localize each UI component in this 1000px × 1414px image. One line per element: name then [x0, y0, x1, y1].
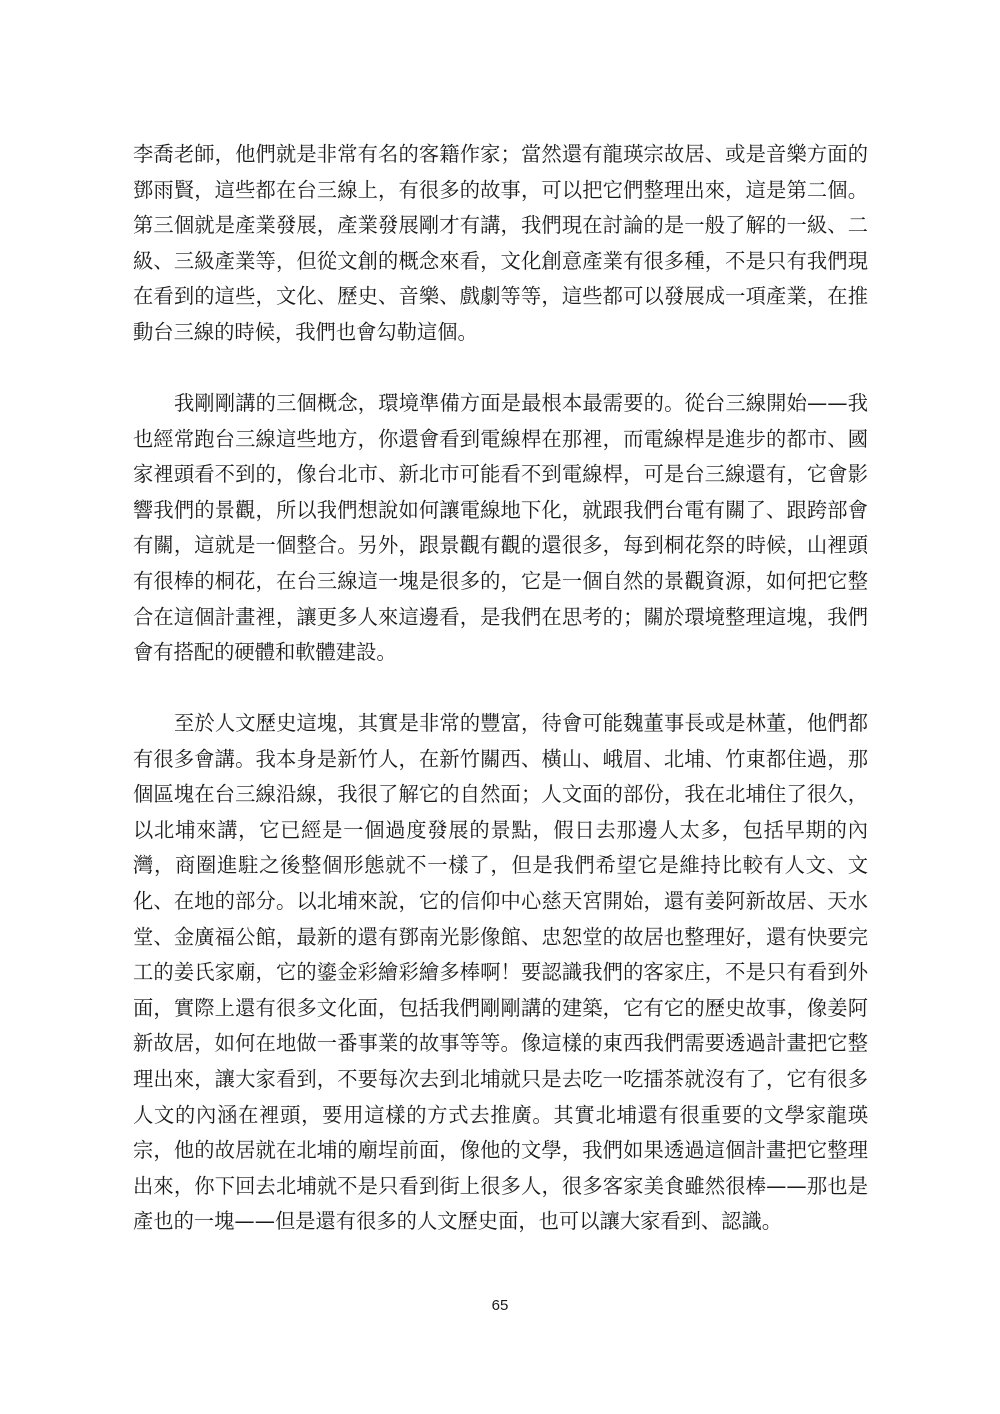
page-number: 65 [491, 1297, 509, 1314]
paragraph-continuation [133, 137, 868, 351]
paragraph-text: 我剛剛講的三個概念，環境準備方面是最根本最需要的。從台三線開始——我也經常跑台三線這些地方，你還會看到電線桿在那裡，而電線桿是進步的都市、國家裡頭看不到的，像台北市、新北市可能看不到電線桿，可是台三線還有，它會影響我們的景觀，所以我們想說如何讓電線地下化，就跟我們台電有關了、跟跨部會有關，這就是一個整合。另外，跟景觀有觀的還很多，每到桐花祭的時候，山裡頭有很棒的桐花，在台三線這一塊是很多的，它是一個自然的景觀資源，如何把它整合在這個計畫裡，讓更多人來這邊看，是我們在思考的；關於環境整理這塊，我們會有搭配的硬體和軟體建設。 [133, 391, 868, 665]
paragraph-environment [133, 386, 868, 671]
paragraph-text: 李喬老師，他們就是非常有名的客籍作家；當然還有龍瑛宗故居、或是音樂方面的鄧雨賢，這些都在台三線上，有很多的故事，可以把它們整理出來，這是第二個。第三個就是產業發展，產業發展剛才有講，我們現在討論的是一般了解的一級、二級、三級產業等，但從文創的概念來看，文化創意產業有很多種，不是只有我們現在看到的這些，文化、歷史、音樂、戲劇等等，這些都可以發展成一項產業，在推動台三線的時候，我們也會勾勒這個。 [133, 142, 868, 344]
paragraph-text: 至於人文歷史這塊，其實是非常的豐富，待會可能魏董事長或是林董，他們都有很多會講。我本身是新竹人，在新竹關西、橫山、峨眉、北埔、竹東都住過，那個區塊在台三線沿線，我很了解它的自然面；人文面的部份，我在北埔住了很久，以北埔來講，它已經是一個過度發展的景點，假日去那邊人太多，包括早期的內灣，商圈進駐之後整個形態就不一樣了，但是我們希望它是維持比較有人文、文化、在地的部分。以北埔來說，它的信仰中心慈天宮開始，還有姜阿新故居、天水堂、金廣福公館，最新的還有鄧南光影像館、忠恕堂的故居也整理好，還有快要完工的姜氏家廟，它的鎏金彩繪彩繪多棒啊！要認識我們的客家庄，不是只有看到外面，實際上還有很多文化面，包括我們剛剛講的建築，它有它的歷史故事，像姜阿新故居，如何在地做一番事業的故事等等。像這樣的東西我們需要透過計畫把它整理出來，讓大家看到，不要每次去到北埔就只是去吃一吃擂茶就沒有了，它有很多人文的內涵在裡頭，要用這樣的方式去推廣。其實北埔還有很重要的文學家龍瑛宗，他的故居就在北埔的廟埕前面，像他的文學，我們如果透過這個計畫把它整理出來，你下回去北埔就不是只看到街上很多人，很多客家美食雖然很棒——那也是產也的一塊——但是還有很多的人文歷史面，也可以讓大家看到、認識。 [133, 711, 868, 1234]
paragraph-humanities-history [133, 706, 868, 1240]
